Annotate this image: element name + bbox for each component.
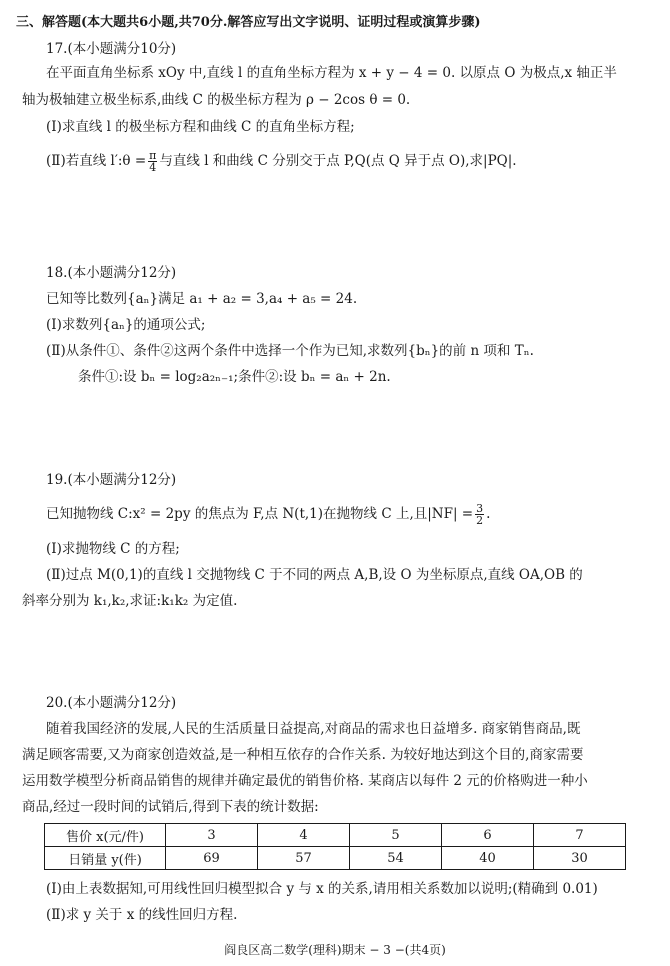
q17-line-2: 轴为极轴建立极坐标系,曲线 C 的极坐标方程为 ρ − 2cos θ = 0. xyxy=(22,92,411,108)
q20-line-4: 商品,经过一段时间的试销后,得到下表的统计数据: xyxy=(22,799,319,815)
q17-title: 17.(本小题满分10分) xyxy=(46,41,177,57)
fraction-denominator: 4 xyxy=(149,161,157,174)
q19-title: 19.(本小题满分12分) xyxy=(46,472,177,488)
q17-part-2-post: 与直线 l 和曲线 C 分别交于点 P,Q(点 Q 异于点 O),求|PQ|. xyxy=(159,153,517,169)
q20-title: 20.(本小题满分12分) xyxy=(46,695,177,711)
fraction-denominator: 2 xyxy=(476,514,484,527)
q18-title: 18.(本小题满分12分) xyxy=(46,265,177,281)
table-cell: 40 xyxy=(442,847,534,870)
table-cell: 30 xyxy=(534,847,626,870)
table-row-label: 售价 x(元/件) xyxy=(45,824,166,847)
q19-line-1 xyxy=(46,503,656,526)
table-cell: 6 xyxy=(442,824,534,847)
sales-statistics-table xyxy=(44,823,626,870)
table-row-label: 日销量 y(件) xyxy=(45,847,166,870)
three-halves-fraction xyxy=(475,503,484,526)
q18-part-2: (Ⅱ)从条件①、条件②这两个条件中选择一个作为已知,求数列{bₙ}的前 n 项和 Tₙ. xyxy=(46,343,534,359)
table-cell: 3 xyxy=(166,824,258,847)
fraction-numerator: π xyxy=(149,149,157,162)
q19-part-2-cont: 斜率分别为 k₁,k₂,求证:k₁k₂ 为定值. xyxy=(22,593,238,609)
q19-line-1-post: . xyxy=(486,506,491,522)
q18-conditions: 条件①:设 bₙ = log₂a₂ₙ₋₁;条件②:设 bₙ = aₙ + 2n. xyxy=(78,369,391,385)
q20-part-1: (Ⅰ)由上表数据知,可用线性回归模型拟合 y 与 x 的关系,请用相关系数加以说明;(精确到 0.01) xyxy=(46,881,598,897)
table-cell: 5 xyxy=(350,824,442,847)
table-row xyxy=(45,824,626,847)
q17-part-2-pre: (Ⅱ)若直线 l′:θ = xyxy=(46,153,147,169)
table-cell: 69 xyxy=(166,847,258,870)
q19-part-1: (Ⅰ)求抛物线 C 的方程; xyxy=(46,541,180,557)
table-cell: 57 xyxy=(258,847,350,870)
q20-line-3: 运用数学模型分析商品销售的规律并确定最优的销售价格. 某商店以每件 2 元的价格购进一种小 xyxy=(22,773,588,789)
q18-part-1: (Ⅰ)求数列{aₙ}的通项公式; xyxy=(46,317,206,333)
page-footer: 阎良区高二数学(理科)期末 − 3 −(共4页) xyxy=(224,943,446,957)
table-row xyxy=(45,847,626,870)
q19-part-2: (Ⅱ)过点 M(0,1)的直线 l 交抛物线 C 于不同的两点 A,B,设 O 为坐标原点,直线 OA,OB 的 xyxy=(46,567,583,583)
section-heading: 三、解答题(本大题共6小题,共70分.解答应写出文字说明、证明过程或演算步骤) xyxy=(16,15,481,30)
q17-part-2 xyxy=(46,150,656,173)
q19-line-1-pre: 已知抛物线 C:x² = 2py 的焦点为 F,点 N(t,1)在抛物线 C 上,且|NF| = xyxy=(46,506,474,522)
q20-line-1: 随着我国经济的发展,人民的生活质量日益提高,对商品的需求也日益增多. 商家销售商品,既 xyxy=(46,721,581,737)
q18-line-1: 已知等比数列{aₙ}满足 a₁ + a₂ = 3,a₄ + a₅ = 24. xyxy=(46,291,358,307)
table-cell: 4 xyxy=(258,824,350,847)
fraction-numerator: 3 xyxy=(476,502,484,515)
pi-over-4-fraction xyxy=(148,150,157,173)
table-cell: 54 xyxy=(350,847,442,870)
q17-part-1: (Ⅰ)求直线 l 的极坐标方程和曲线 C 的直角坐标方程; xyxy=(46,119,355,135)
q20-line-2: 满足顾客需要,又为商家创造效益,是一种相互依存的合作关系. 为较好地达到这个目的,商家需要 xyxy=(22,747,584,763)
q20-part-2: (Ⅱ)求 y 关于 x 的线性回归方程. xyxy=(46,907,238,923)
table-cell: 7 xyxy=(534,824,626,847)
q17-line-1: 在平面直角坐标系 xOy 中,直线 l 的直角坐标方程为 x + y − 4 = 0. 以原点 O 为极点,x 轴正半 xyxy=(46,65,617,81)
